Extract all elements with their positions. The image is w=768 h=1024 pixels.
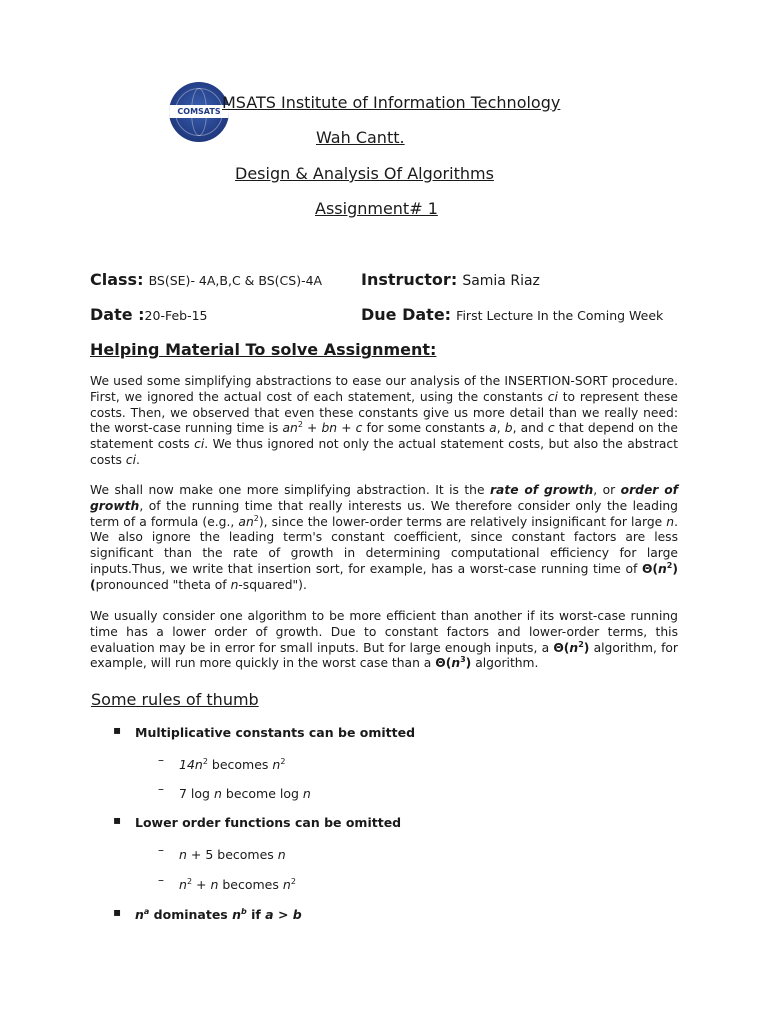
theta-exp: 3 [460,655,466,665]
p2-text: . We also ignore the leading term's constant coefficient, since constant factors are less significant than the rate of growth in determining computational efficiency for large inputs.Thus, we write that insertion sort, for example, has a worst-case running time of [90,514,679,576]
text: becomes [207,757,273,772]
p1-exp: 2 [297,420,303,430]
theta-symbol: Θ( [641,561,659,576]
p2-text: ), since the lower-order terms are relatively insignificant for large [258,514,667,529]
theta-n: n [658,561,667,576]
theta-n: n [569,640,579,655]
exp: a [143,906,150,916]
dash-icon: – [158,873,164,887]
p1-c: c [355,421,363,436]
date-value: 20-Feb-15 [144,308,208,323]
p1-text: for some constants [362,421,490,436]
helping-heading: Helping Material To solve Assignment: [90,340,437,359]
text: 7 log [179,786,214,801]
p1-text: , [496,421,505,436]
text: + 5 becomes [186,847,278,862]
due-date-label: Due Date: [361,305,452,324]
expr: n [272,757,281,772]
instructor-value: Samia Riaz [462,273,540,289]
p1-an: an [282,421,298,436]
rule-1-title: Multiplicative constants can be omitted [135,725,416,740]
rule-3-title [135,907,302,922]
paragraph-1 [90,374,678,469]
p3-text: We usually consider one algorithm to be more efficient than another if its worst-case running time has a lower order of growth. Due to constant factors and lower-order terms, this evaluation may be in error for small inputs. But for large enough inputs, a [90,609,678,655]
p1-a: a [489,421,497,436]
bullet-icon: ▪ [113,905,122,919]
p1-text: , and [512,421,548,436]
class-line [90,270,322,289]
instructor-line [361,270,540,289]
p2-text: We shall now make one more simplifying abstraction. It is the [90,483,490,497]
date-label: Date : [90,305,145,324]
exp: 2 [290,876,296,886]
p1-text: + [337,421,356,436]
theta-exp: 2 [666,560,673,570]
bullet-icon: ▪ [113,813,122,827]
p2-text: , or [593,483,621,497]
rate-of-growth: rate of growth [489,483,594,497]
p2-n: n [230,577,239,592]
rule-2-example-2 [179,877,296,892]
p2-text: -squared"). [238,577,307,592]
p2-an: an [238,514,254,529]
paragraph-3 [90,609,678,672]
theta-symbol: Θ( [435,656,452,671]
text: > [273,907,293,922]
date-line [90,305,208,324]
institute-title: MSATS Institute of Information Technology [222,93,561,112]
p1-bn: bn [321,421,338,436]
p2-text: , of the running time that really interests us. We therefore consider only the leading term of a formula (e.g., [90,498,678,529]
p1-text: to represent these costs. Then, we observed that even these constants give us more detail than we really need: the worst-case running time is [90,389,678,436]
expr: n [282,877,291,892]
p1-text: We used some simplifying abstractions to ease our analysis of the INSERTION-SORT procedure. First, we ignored the actual cost of each statement, using the constants [90,374,678,404]
order-of-growth: order of growth [90,483,678,513]
text: become log [221,786,303,801]
text: becomes [218,877,283,892]
expr: n [277,847,286,862]
course-title: Design & Analysis Of Algorithms [235,164,494,183]
expr: n [135,907,144,922]
p1-c: c [547,421,555,436]
instructor-label: Instructor: [361,270,458,289]
exp: b [241,906,247,916]
due-date-value: First Lecture In the Coming Week [456,308,664,323]
class-value: BS(SE)- 4A,B,C & BS(CS)-4A [148,273,323,288]
rule-2-title: Lower order functions can be omitted [135,815,402,830]
expr: b [292,907,302,922]
p1-text: + [302,421,322,436]
p2-exp: 2 [253,513,259,523]
exp: 2 [280,756,286,766]
p3-text: algorithm, for example, will run more quickly in the worst case than a [90,640,678,671]
p1-ci: ci [125,452,137,467]
expr: n [213,786,222,801]
dash-icon: – [158,782,164,796]
class-label: Class: [90,270,144,289]
p1-text: . [136,452,140,467]
bullet-icon: ▪ [113,723,122,737]
rule-1-example-1 [179,757,285,772]
campus-title: Wah Cantt. [316,128,405,147]
p1-b: b [504,421,513,436]
theta-close: ) [465,656,472,671]
dash-icon: – [158,753,164,767]
paragraph-2 [90,483,678,594]
exp: 2 [186,876,193,886]
p3-text: algorithm. [471,656,539,671]
comsats-logo [169,82,229,142]
p1-text: . We thus ignored not only the actual statement costs, but also the abstract costs [90,437,678,467]
rule-1-example-2 [179,786,311,801]
p2-n: n [666,514,675,529]
expr: n [210,877,219,892]
due-date-line [361,305,663,324]
dash-icon: – [158,843,164,857]
p1-ci: ci [194,437,205,452]
expr: n [179,847,187,862]
theta-exp: 2 [578,639,584,649]
text: + [192,877,211,892]
text: if [246,907,266,922]
rule-2-example-1 [179,847,286,862]
p2-text: pronounced "theta of [95,577,231,592]
rules-heading: Some rules of thumb [91,690,259,709]
theta-n: n [451,656,461,671]
expr: a [265,907,274,922]
text: dominates [149,907,233,922]
exp: 2 [202,756,208,766]
p1-text: that depend on the statement costs [90,421,678,452]
theta-close: )( [90,561,678,592]
expr: n [302,786,311,801]
assignment-title: Assignment# 1 [315,199,438,218]
theta-symbol: Θ( [553,640,570,655]
theta-close: ) [583,640,590,655]
expr: n [179,877,187,892]
expr: n [232,907,241,922]
expr: 14n [179,757,203,772]
p1-ci: ci [547,389,558,404]
logo-band: COMSATS [169,105,229,118]
